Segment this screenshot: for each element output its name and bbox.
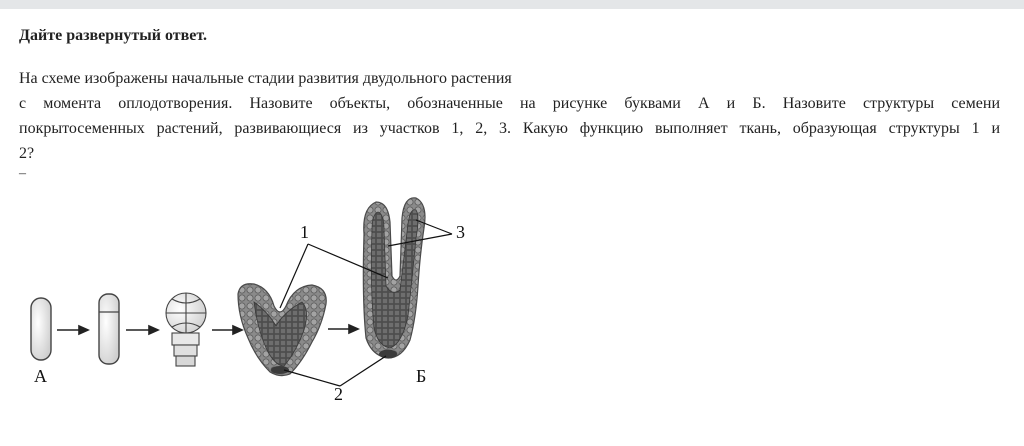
- task-heading: Дайте развернутый ответ.: [19, 27, 207, 44]
- question-line-3: покрытосеменных растений, развивающиеся из участков 1, 2, 3. Какую функцию выполняет ткань, образующая структуры 1 и: [19, 120, 1000, 137]
- label-3: 3: [456, 222, 465, 242]
- answer-marker: –: [19, 166, 26, 181]
- embryo-development-figure: [22, 190, 482, 410]
- arrow-icon: [126, 326, 158, 334]
- top-bar: [0, 0, 1024, 9]
- proembryo-stage: [166, 293, 206, 366]
- arrow-icon: [328, 325, 358, 333]
- arrow-icon: [57, 326, 88, 334]
- question-line-2: с момента оплодотворения. Назовите объекты, обозначенные на рисунке буквами А и Б. Назовите структуры семени: [19, 95, 1000, 112]
- heart-stage-embryo: [238, 284, 326, 376]
- question-line-1: На схеме изображены начальные стадии развития двудольного растения: [19, 70, 512, 87]
- label-1: 1: [300, 222, 309, 242]
- question-line-4: 2?: [19, 145, 35, 162]
- two-cell-stage: [99, 294, 119, 364]
- label-a: А: [34, 366, 47, 386]
- question-text: [19, 66, 1000, 166]
- torpedo-stage-embryo: [363, 198, 425, 359]
- arrow-icon: [212, 326, 242, 334]
- label-b: Б: [416, 366, 427, 386]
- zygote-stage: [31, 298, 51, 360]
- label-2: 2: [334, 384, 343, 404]
